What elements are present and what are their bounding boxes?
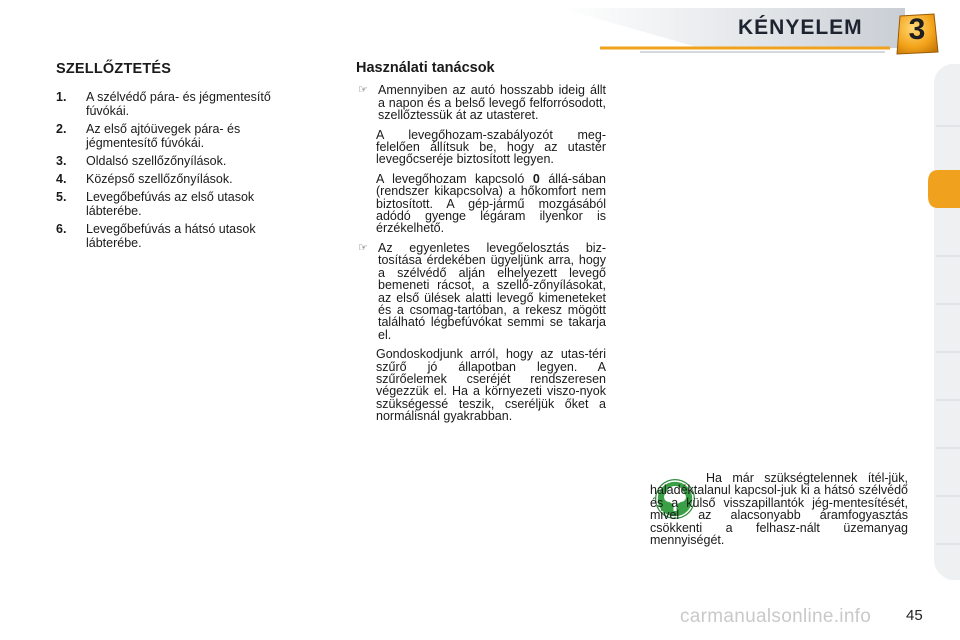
list-item: [56, 122, 306, 150]
tip-text-pre: A levegőhozam kapcsoló: [376, 171, 525, 186]
chapter-title: KÉNYELEM: [738, 16, 863, 39]
item-text: Levegőbefúvás az első utasok lábterébe.: [86, 190, 255, 218]
item-text: Levegőbefúvás a hátsó utasok lábterébe.: [86, 222, 256, 250]
item-text: Középső szellőzőnyílások.: [86, 172, 233, 186]
item-number: 4.: [56, 172, 67, 186]
tip-paragraph: Gondoskodjunk arról, hogy az utas-téri szűrő jó állapotban legyen. A szűrőelemek cseréjét rendszeresen végezzük el. Ha a környezeti viszo-nyok szükségessé teszik, cseréljük őket a normálisnál gyakrabban.: [376, 347, 606, 424]
item-number: 3.: [56, 154, 67, 168]
item-text: Oldalsó szellőzőnyílások.: [86, 154, 227, 168]
eco-driving-note: [650, 472, 908, 546]
list-item: [56, 190, 306, 218]
chapter-side-tabs: [924, 64, 960, 580]
list-item: [56, 172, 306, 186]
eco-note-text: Ha már szükségtelennek ítél-jük, haladéktalanul kapcsol-juk ki a hátsó szélvédő és a külső visszapillantók jég-mentesítését, mivel az alacsonyabb áramfogyasztás csökkenti a felhasz-nált üzemanyag mennyiségét.: [650, 471, 908, 548]
item-number: 2.: [56, 122, 67, 136]
tip-paragraph: A levegőhozam-szabályozót meg-felelően állítsuk be, hogy az utastér levegőcseréje biztosított legyen.: [376, 127, 606, 167]
section-title: SZELLŐZTETÉS: [56, 61, 172, 77]
list-item: [56, 90, 306, 118]
tip-bullet: [356, 84, 606, 121]
watermark: carmanualsonline.info: [680, 606, 872, 627]
tip-paragraph: [376, 173, 606, 235]
chapter-number: 3: [908, 13, 926, 46]
page-number: 45: [906, 607, 923, 624]
list-item: [56, 222, 306, 250]
list-item: [56, 154, 306, 168]
item-number: 5.: [56, 190, 67, 204]
ventilation-section: [56, 62, 306, 254]
switch-position-value: 0: [532, 171, 540, 186]
item-text: Az első ajtóüvegek pára- és jégmentesítő fúvókái.: [86, 122, 241, 150]
usage-tips-section: [356, 62, 606, 430]
tip-text: Az egyenletes levegőelosztás biz-tosítása érdekében ügyeljünk arra, hogy a szélvédő alján elhelyezett levegő bemeneti rácsot, a szellő-zőnyílásokat, az első ülések alatti levegő kimeneteket és a csomag-tartóban, a rekesz mögött található légbefúvókat semmi se takarja el.: [378, 240, 606, 342]
tip-text-post: állá-sában (rendszer kikapcsolva) a hőkomfort nem biztosított. A gép-jármű mozgásából adódó gyenge légáram ilyenkor is érzékelhető.: [376, 171, 607, 236]
item-text: A szélvédő pára- és jégmentesítő fúvókái.: [86, 90, 271, 118]
tips-title: Használati tanácsok: [356, 60, 495, 76]
pointing-hand-icon: ☞: [358, 241, 368, 254]
item-number: 6.: [56, 222, 67, 236]
tip-bullet: [356, 242, 606, 341]
tip-text: Amennyiben az autó hosszabb ideig állt a napon és a belső levegő felforrósodott, szellőztessük át az utasteret.: [378, 83, 606, 123]
pointing-hand-icon: ☞: [358, 84, 368, 97]
item-number: 1.: [56, 90, 67, 104]
